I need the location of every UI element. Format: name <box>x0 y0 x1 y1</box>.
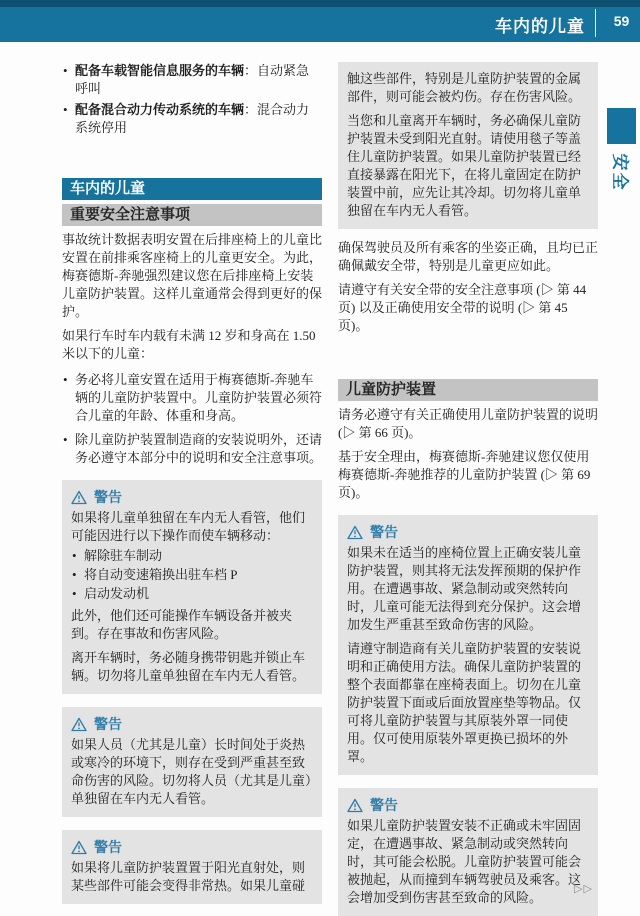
left-column <box>62 62 322 904</box>
warning-header <box>347 523 589 541</box>
chapter-tab-safety <box>607 146 637 198</box>
warning-text: 如果将儿童单独留在车内无人看管，他们可能因进行以下操作而使车辆移动： <box>71 510 306 543</box>
warning-box <box>338 515 598 775</box>
warning-box <box>62 830 322 904</box>
instruction-bullet-list <box>62 371 322 467</box>
warning-text: 如果人员（尤其是儿童）长时间处于炎热或寒冷的环境下，则存在受到严重甚至致命伤害的风险。切勿将人员（尤其是儿童）单独留在车内无人看管。 <box>71 737 312 806</box>
chapter-color-block <box>607 108 636 144</box>
warning-title: 警告 <box>370 797 398 813</box>
page-title: 车内的儿童 <box>495 17 585 36</box>
page-number: 59 <box>613 13 630 29</box>
bullet-lead: 配备车载智能信息服务的车辆 <box>75 63 245 78</box>
warning-bullet-list <box>71 547 313 603</box>
warning-triangle-icon <box>71 490 87 505</box>
warning-box-continuation <box>338 62 598 229</box>
paragraph: 确保驾驶员及所有乘客的坐姿正确，且均已正确佩戴安全带，特别是儿童更应如此。 <box>338 240 599 273</box>
warning-text: 如果未在适当的座椅位置上正确安装儿童防护装置，则其将无法发挥预期的保护作用。在遭遇事故、紧急制动或突然转向时，儿童可能无法得到充分保护。这会增加发生严重甚至致命伤害的风险。 <box>347 545 582 632</box>
subsection-heading: 儿童防护装置 <box>338 379 598 401</box>
warning-title: 警告 <box>94 716 122 732</box>
bullet-lead: 配备混合动力传动系统的车辆 <box>75 102 245 117</box>
list-item: • 将自动变速箱换出驻车档 P <box>71 566 313 584</box>
list-item: • 启动发动机 <box>71 585 313 603</box>
bullet-rest: ：混合动力系统停用 <box>75 102 310 135</box>
right-column <box>338 62 598 916</box>
page-header <box>0 0 640 42</box>
warning-box <box>62 707 322 817</box>
warning-header <box>347 796 589 814</box>
bullet-rest: ：自动紧急呼叫 <box>75 63 310 96</box>
list-item <box>62 62 322 98</box>
warning-text: 触这些部件，特别是儿童防护装置的金属部件，则可能会被灼伤。存在伤害风险。 <box>347 71 582 104</box>
chapter-tab-label: 安全 <box>610 153 630 191</box>
list-item: • 解除驻车制动 <box>71 547 313 565</box>
warning-header <box>71 715 313 733</box>
warning-header <box>71 488 313 506</box>
paragraph: 请遵守有关安全带的安全注意事项 (▷ 第 44 页) 以及正确使用安全带的说明 (▷ 第 45 页)。 <box>338 282 587 333</box>
list-item: • 务必将儿童安置在适用于梅赛德斯-奔驰车辆的儿童防护装置中。儿童防护装置必须符合儿童的年龄、体重和身高。 <box>62 371 322 425</box>
header-divider <box>595 9 596 37</box>
warning-box <box>62 480 322 694</box>
warning-box <box>338 788 598 916</box>
warning-triangle-icon <box>71 717 87 732</box>
warning-triangle-icon <box>347 525 363 540</box>
subsection-heading: 重要安全注意事项 <box>62 204 322 226</box>
paragraph: 事故统计数据表明安置在后排座椅上的儿童比安置在前排乘客座椅上的儿童更安全。为此，梅赛德斯-奔驰强烈建议您在后排座椅上安装儿童防护装置。这样儿童通常会得到更好的保护。 <box>62 232 323 319</box>
warning-triangle-icon <box>347 798 363 813</box>
list-item <box>62 101 322 137</box>
page-continues-icon: ▷▷ <box>574 883 593 895</box>
warning-title: 警告 <box>94 839 122 855</box>
warning-text: 如果儿童防护装置安装不正确或未牢固固定，在遭遇事故、紧急制动或突然转向时，其可能会松脱。儿童防护装置可能会被抛起，从而撞到车辆驾驶员及乘客。这会增加受到伤害甚至致命的风险。 <box>347 818 582 905</box>
paragraph: 请务必遵守有关正确使用儿童防护装置的说明 (▷ 第 66 页)。 <box>338 407 599 440</box>
warning-text: 离开车辆时，务必随身携带钥匙并锁止车辆。切勿将儿童单独留在车内无人看管。 <box>71 650 306 683</box>
paragraph: 如果行车时车内载有未满 12 岁和身高在 1.50 米以下的儿童： <box>62 328 316 361</box>
intro-bullet-list <box>62 62 322 137</box>
warning-text: 如果将儿童防护装置置于阳光直射处，则某些部件可能会变得非常热。如果儿童碰 <box>71 860 306 893</box>
warning-triangle-icon <box>71 840 87 855</box>
warning-header <box>71 838 313 856</box>
warning-text: 当您和儿童离开车辆时，务必确保儿童防护装置未受到阳光直射。请使用毯子等盖住儿童防护装置。如果儿童防护装置已经直接暴露在阳光下，在将儿童固定在防护装置中前，应先让其冷却。切勿将儿童单独留在车内无人看管。 <box>347 113 582 218</box>
warning-text: 请遵守制造商有关儿童防护装置的安装说明和正确使用方法。确保儿童防护装置的整个表面都靠在座椅表面上。切勿在儿童防护装置下面或后面放置座垫等物品。仅可将儿童防护装置与其原装外罩一同使用。仅可使用原装外罩更换已损坏的外罩。 <box>347 641 582 764</box>
list-item: • 除儿童防护装置制造商的安装说明外，还请务必遵守本部分中的说明和安全注意事项。 <box>62 431 322 467</box>
warning-title: 警告 <box>370 524 398 540</box>
warning-text: 此外，他们还可能操作车辆设备并被夹到。存在事故和伤害风险。 <box>71 608 293 641</box>
section-heading: 车内的儿童 <box>62 178 322 200</box>
warning-title: 警告 <box>94 489 122 505</box>
paragraph: 基于安全理由，梅赛德斯-奔驰建议您仅使用梅赛德斯-奔驰推荐的儿童防护装置 (▷ 第 69 页)。 <box>338 449 591 500</box>
